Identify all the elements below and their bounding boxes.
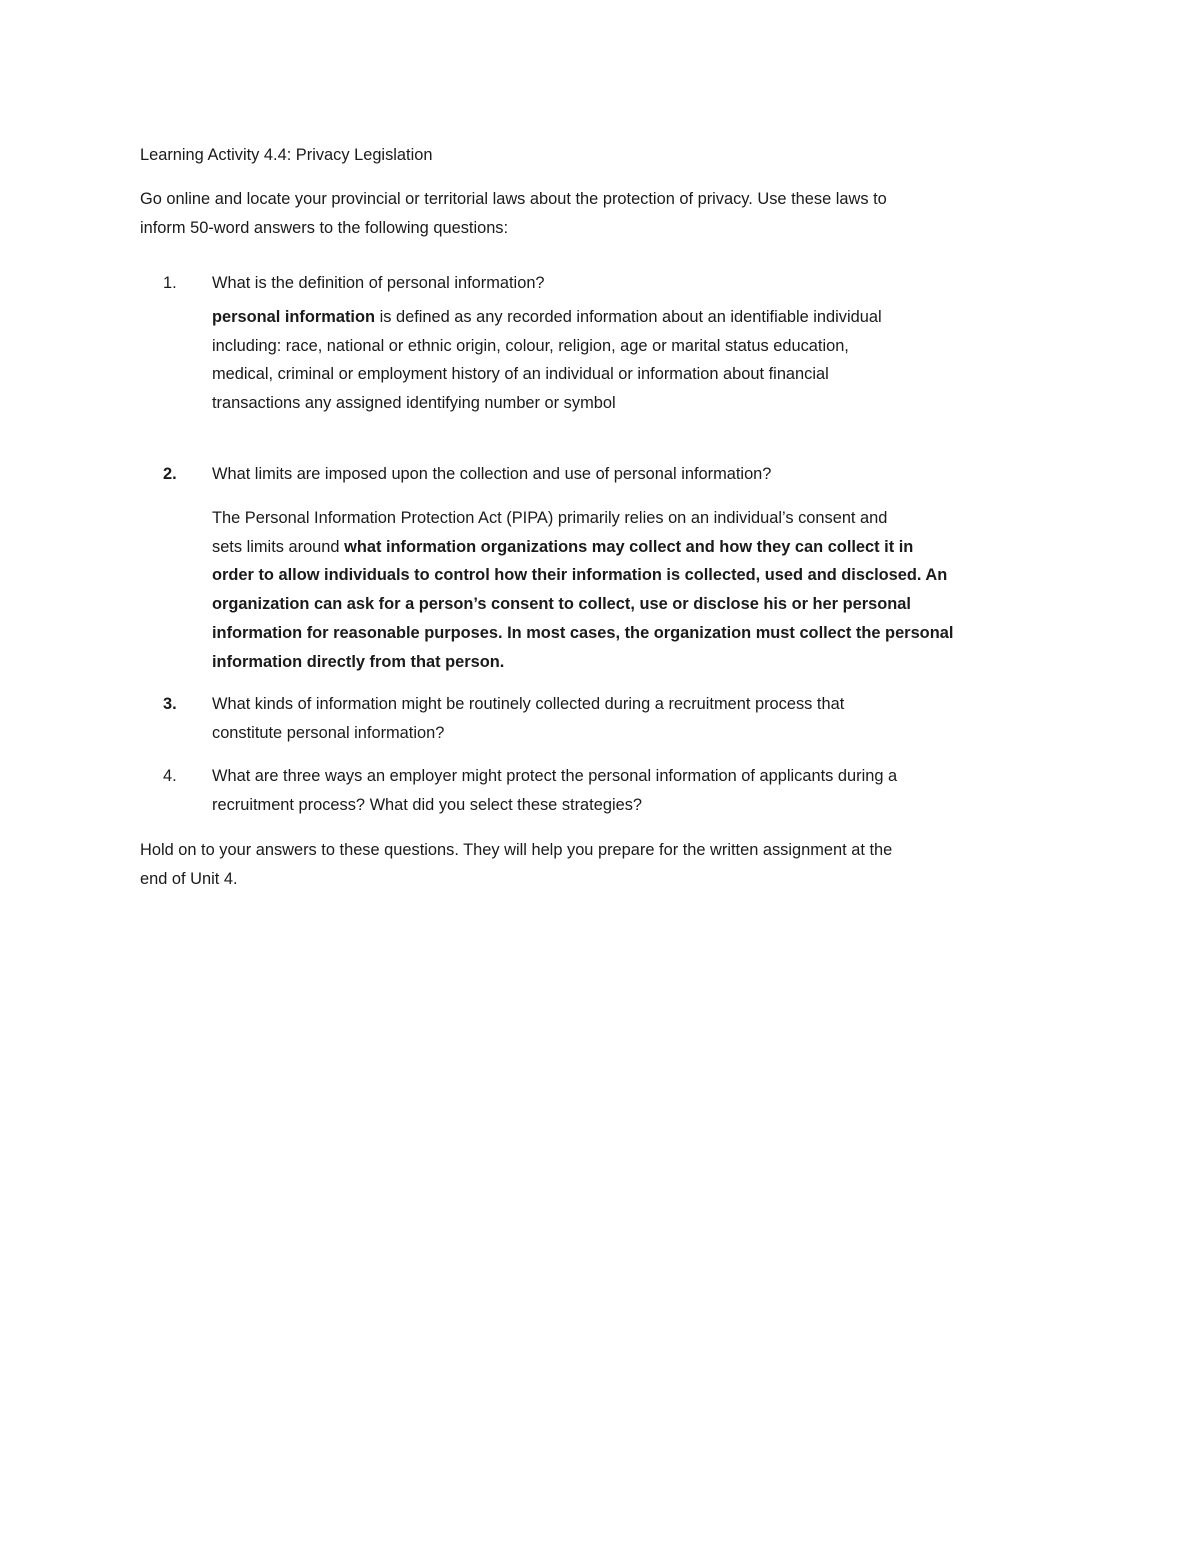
document-title: Learning Activity 4.4: Privacy Legislation bbox=[140, 146, 433, 164]
question-1: What is the definition of personal information? bbox=[212, 274, 545, 292]
question-3 bbox=[212, 690, 844, 747]
question-line: What are three ways an employer might protect the personal information of applicants during a bbox=[212, 767, 898, 785]
answer-line: transactions any assigned identifying number or symbol bbox=[212, 394, 616, 413]
question-number: 2. bbox=[163, 465, 177, 483]
answer-line: including: race, national or ethnic origin, colour, religion, age or marital status education, bbox=[212, 336, 849, 355]
answer-bold-text: what information organizations may collect and how they can collect it in bbox=[344, 537, 914, 556]
answer-line: information directly from that person. bbox=[212, 652, 505, 671]
intro-line: inform 50-word answers to the following questions: bbox=[140, 218, 509, 237]
answer-line: information for reasonable purposes. In most cases, the organization must collect the personal bbox=[212, 623, 954, 642]
question-number: 1. bbox=[163, 274, 177, 292]
question-line: What kinds of information might be routinely collected during a recruitment process that bbox=[212, 695, 845, 713]
question-4 bbox=[212, 762, 897, 819]
answer-line: order to allow individuals to control how their information is collected, used and disclosed. An bbox=[212, 566, 948, 585]
question-number: 4. bbox=[163, 767, 177, 785]
answer-bold-term: personal information bbox=[212, 308, 376, 326]
intro-paragraph bbox=[140, 185, 887, 242]
closing-line: end of Unit 4. bbox=[140, 869, 238, 888]
intro-line: Go online and locate your provincial or territorial laws about the protection of privacy. Use these laws to bbox=[140, 190, 887, 208]
question-number: 3. bbox=[163, 695, 177, 713]
closing-paragraph bbox=[140, 836, 892, 893]
answer-2 bbox=[212, 504, 953, 676]
answer-line bbox=[212, 303, 882, 332]
question-line: constitute personal information? bbox=[212, 723, 445, 742]
answer-line: medical, criminal or employment history of an individual or information about financial bbox=[212, 365, 829, 384]
answer-1 bbox=[212, 303, 882, 418]
question-line: recruitment process? What did you select these strategies? bbox=[212, 795, 643, 814]
answer-text: sets limits around bbox=[212, 537, 345, 556]
closing-line: Hold on to your answers to these questions. They will help you prepare for the written assignment at the bbox=[140, 841, 893, 859]
answer-text: is defined as any recorded information about an identifiable individual bbox=[375, 308, 882, 326]
answer-line: The Personal Information Protection Act (PIPA) primarily relies on an individual’s consent and bbox=[212, 509, 888, 527]
answer-line bbox=[212, 533, 953, 562]
question-2: What limits are imposed upon the collection and use of personal information? bbox=[212, 465, 772, 483]
answer-line: organization can ask for a person’s consent to collect, use or disclose his or her personal bbox=[212, 595, 911, 614]
